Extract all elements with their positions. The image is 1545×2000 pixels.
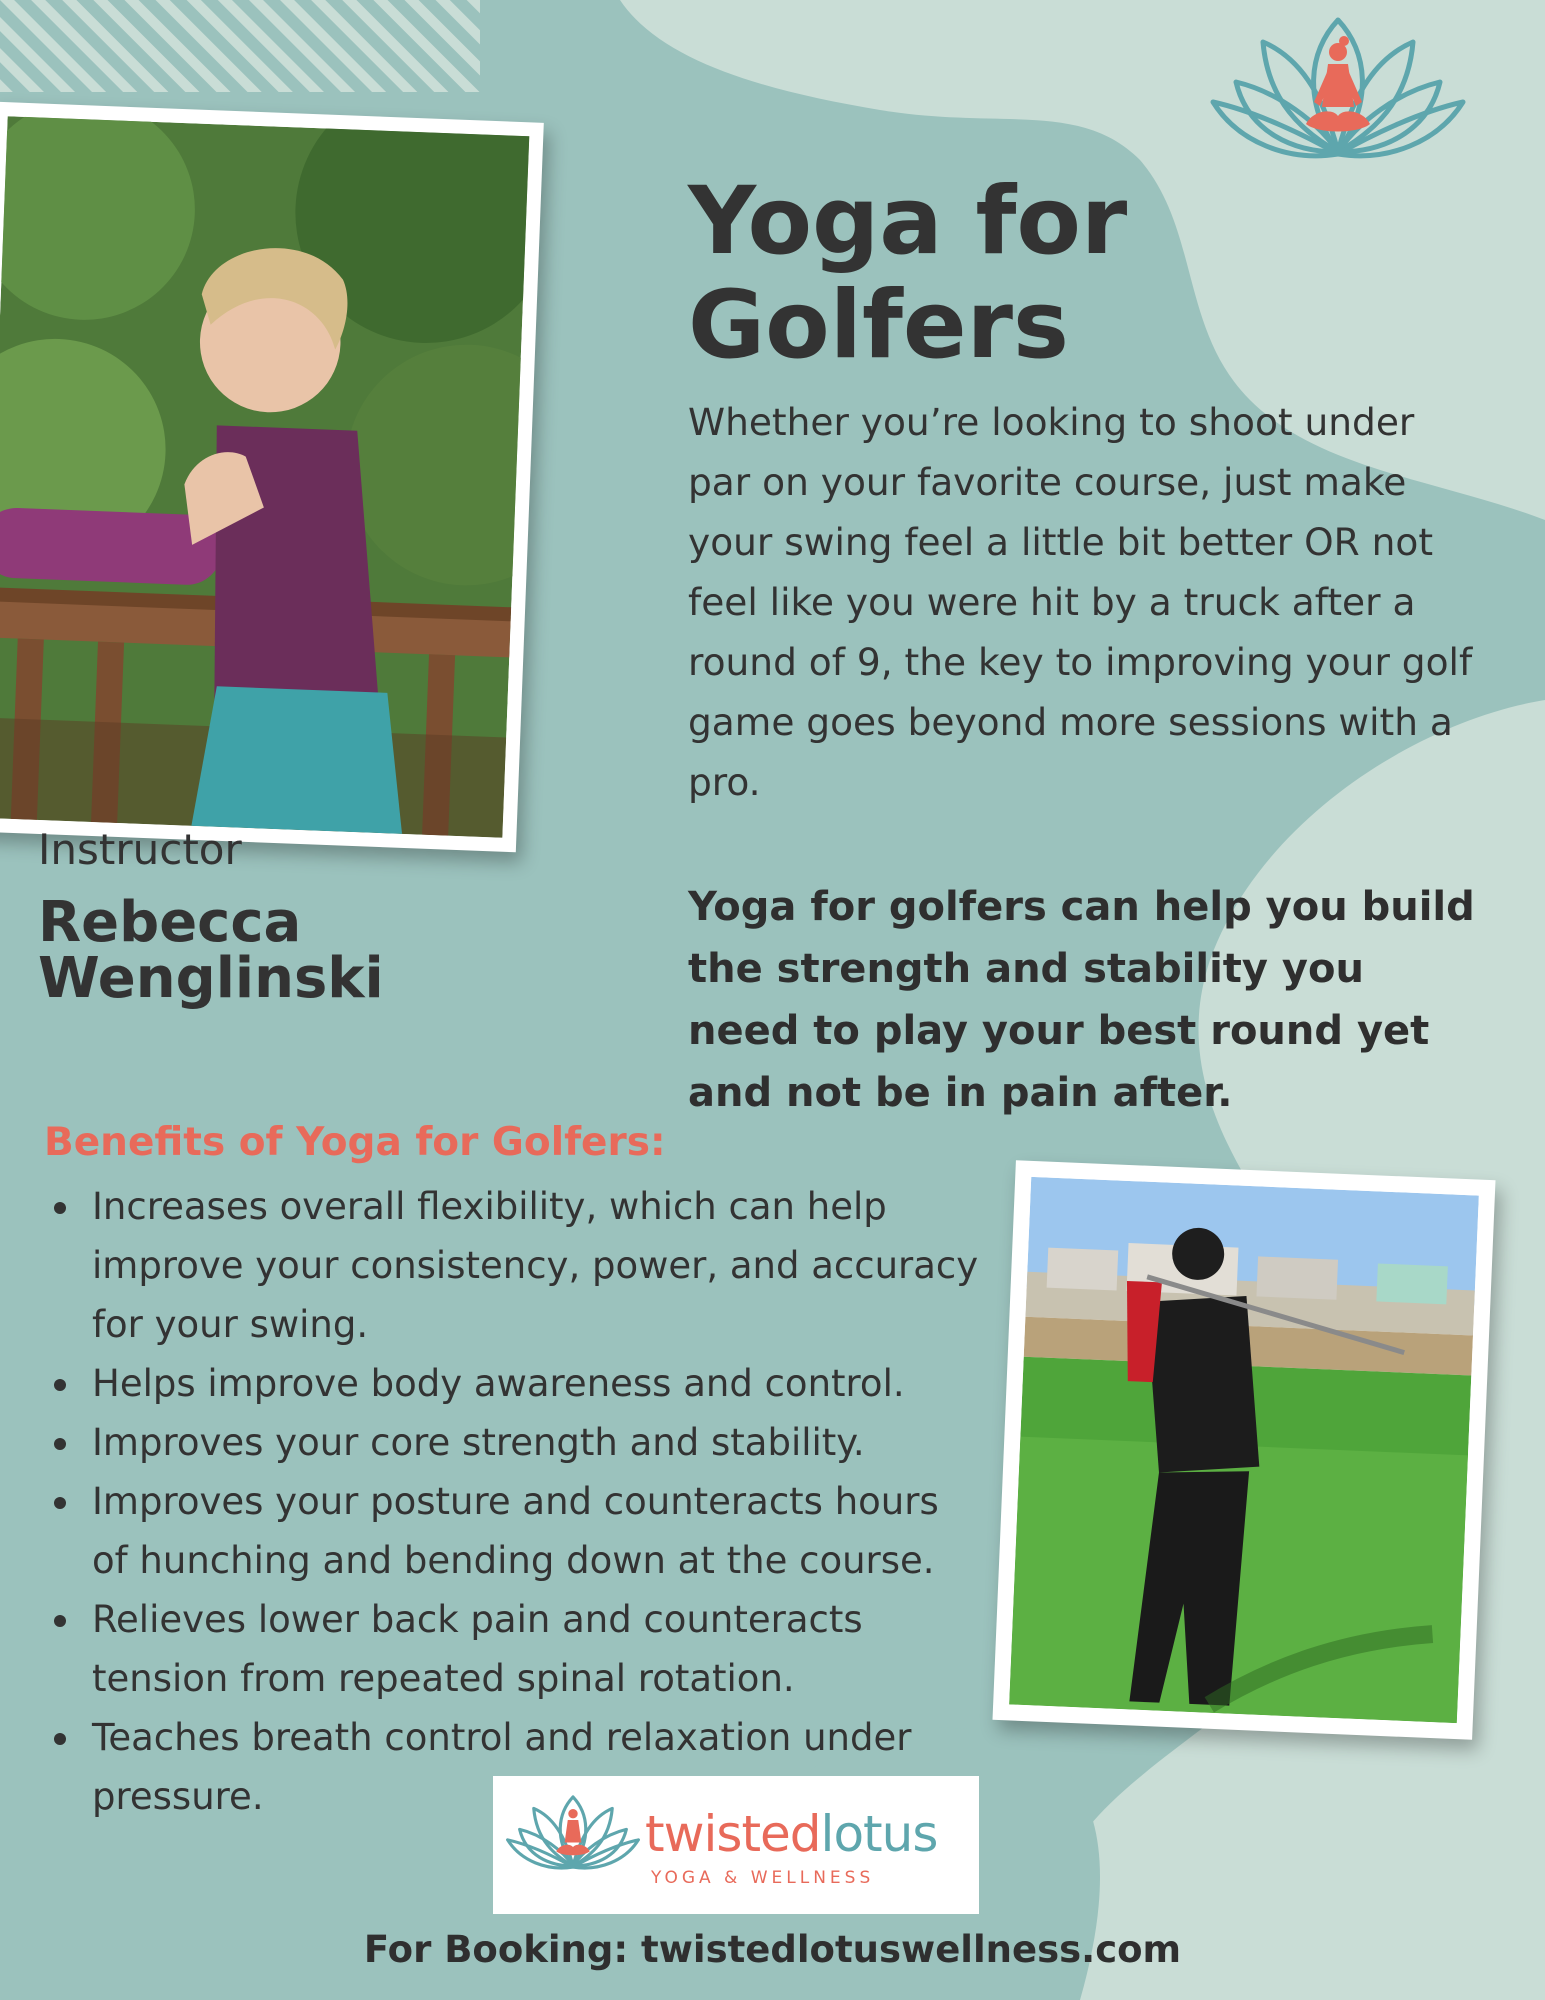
instructor-label: Instructor [38,825,242,874]
benefits-heading: Benefits of Yoga for Golfers: [44,1120,666,1165]
golfer-photo [992,1160,1495,1740]
page-title: Yoga for Golfers [688,167,1128,380]
intro-paragraph: Whether you’re looking to shoot under par on your favorite course, just make your swing feel a little bit better OR not feel like you were hit by a truck after a round of 9, the key to improving your golf game goes beyond more sessions with a pro. [688,400,1473,804]
twisted-lotus-logo [493,1776,979,1914]
logo-wordmark: twistedlotus [645,1805,938,1863]
benefit-item: Improves your posture and counteracts hours of hunching and bending down at the course. [44,1472,984,1590]
benefits-list [44,1177,984,1826]
benefit-item: Teaches breath control and relaxation under pressure. [44,1708,984,1826]
highlight-paragraph: Yoga for golfers can help you build the strength and stability you need to play your best round yet and not be in pain after. [688,884,1475,1116]
benefit-item: Increases overall flexibility, which can help improve your consistency, power, and accuracy for your swing. [44,1177,984,1354]
instructor-photo [0,102,544,853]
lotus-yogi-icon [505,1790,641,1874]
booking-text: For Booking: twistedlotuswellness.com [363,1928,1182,1971]
logo-tagline: YOGA & WELLNESS [651,1868,875,1888]
lotus-yogi-icon [1208,12,1468,162]
benefit-item: Helps improve body awareness and control. [44,1354,984,1413]
benefit-item: Relieves lower back pain and counteracts tension from repeated spinal rotation. [44,1590,984,1708]
instructor-name: Rebecca Wenglinski [38,890,384,1011]
benefit-item: Improves your core strength and stability. [44,1413,984,1472]
